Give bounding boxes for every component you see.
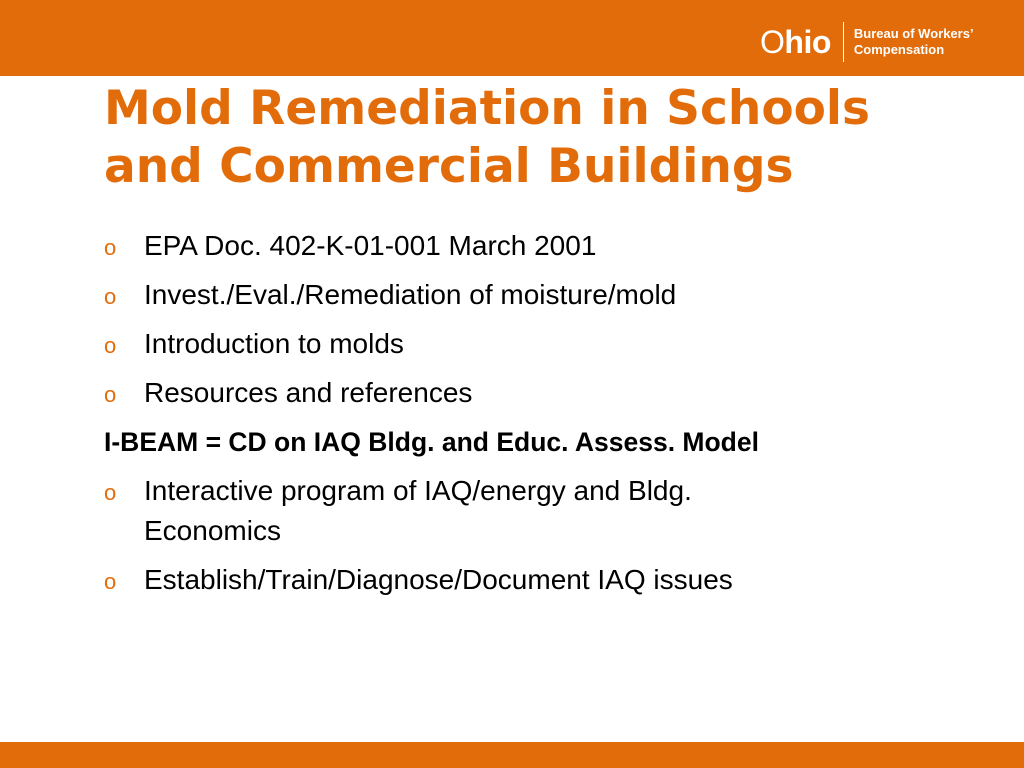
bullet-circle-icon: o: [104, 284, 117, 309]
bullet-text: Invest./Eval./Remediation of moisture/mold: [144, 279, 677, 310]
bullet-item: [104, 275, 984, 315]
header-bar: [0, 0, 1024, 76]
bullet-circle-icon: o: [104, 382, 117, 407]
ohio-wordmark-rest: hio: [784, 24, 831, 60]
bullet-text: EPA Doc. 402-K-01-001 March 2001: [144, 230, 597, 261]
footer-bar: [0, 742, 1024, 768]
bullet-text-line2: Economics: [144, 515, 281, 546]
organization-name: [854, 26, 974, 58]
organization-name-line2: Compensation: [853, 42, 945, 57]
slide-body: [104, 226, 984, 609]
bullet-text-line1: Interactive program of IAQ/energy and Bldg.: [144, 475, 692, 506]
slide-title: [104, 80, 1004, 196]
bullet-item: [104, 373, 984, 413]
bullet-item: [104, 471, 984, 551]
slide-title-line2: and Commercial Buildings: [104, 139, 794, 194]
bullet-item: [104, 560, 984, 600]
bullet-text: Resources and references: [144, 377, 473, 408]
bullet-circle-icon: o: [104, 333, 117, 358]
bullet-item: [104, 226, 984, 266]
bullet-circle-icon: o: [104, 480, 117, 505]
bullet-text: Establish/Train/Diagnose/Document IAQ issues: [144, 564, 733, 595]
ohio-bwc-logo: [760, 22, 974, 62]
ohio-wordmark: [760, 26, 831, 58]
bullet-circle-icon: o: [104, 235, 117, 260]
bullet-circle-icon: o: [104, 569, 117, 594]
ohio-wordmark-o: O: [760, 24, 785, 60]
section-heading: I-BEAM = CD on IAQ Bldg. and Educ. Assess. Model: [104, 427, 759, 457]
slide-title-line1: Mold Remediation in Schools: [104, 81, 871, 136]
bullet-text: Introduction to molds: [144, 328, 404, 359]
organization-name-line1: Bureau of Workers’: [853, 26, 974, 41]
bullet-item: [104, 324, 984, 364]
logo-divider: [843, 22, 844, 62]
